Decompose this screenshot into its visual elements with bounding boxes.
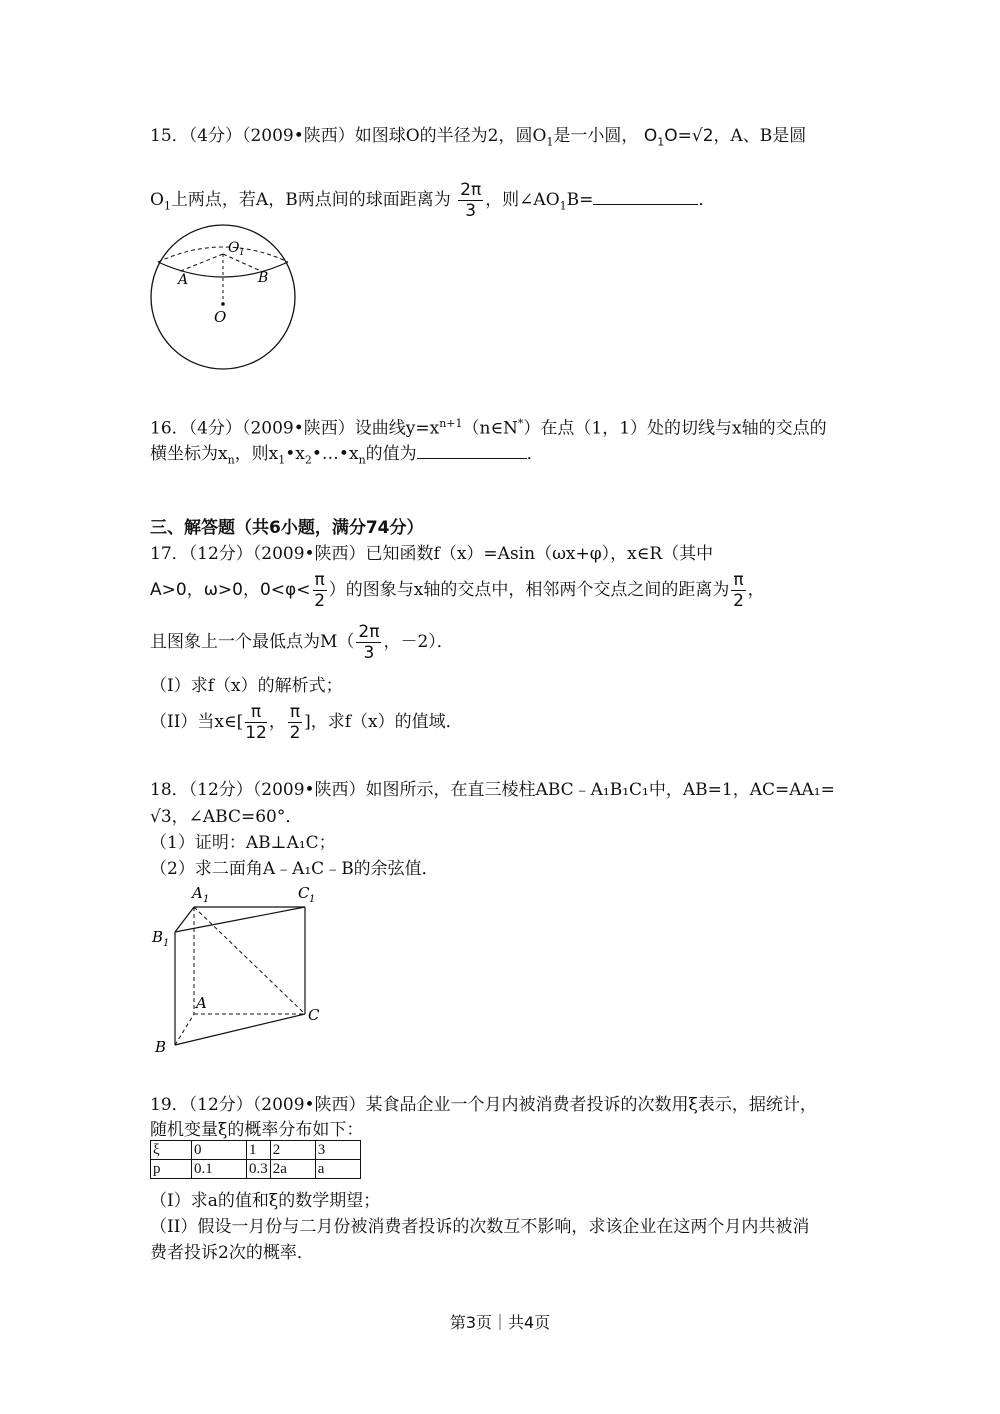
prism-figure bbox=[150, 880, 330, 1060]
sphere-figure bbox=[148, 222, 308, 372]
svg-text:1: 1 bbox=[163, 938, 170, 949]
label-a1: A bbox=[192, 884, 203, 902]
label-b: B bbox=[155, 1038, 167, 1056]
label-c: C bbox=[308, 1006, 320, 1024]
answer-blank bbox=[593, 186, 698, 205]
label-b1: B bbox=[152, 928, 164, 946]
q17-part1: （I）求f（x）的解析式； bbox=[150, 676, 343, 696]
svg-text:1: 1 bbox=[309, 894, 316, 905]
q19-line2: 随机变量ξ的概率分布如下： bbox=[150, 1120, 364, 1140]
q17-part2: （II）当x∈[ $\frac{\pi}{12}$ ， $\frac{\pi}{2}$ ]，求f（x）的值域． bbox=[150, 702, 463, 743]
q18-part2: （2）求二面角A﹣A₁C﹣B的余弦值． bbox=[150, 859, 439, 879]
o1-a-line bbox=[178, 254, 223, 272]
table-cell: 2 bbox=[270, 1141, 315, 1160]
table-cell: 0.1 bbox=[192, 1160, 247, 1179]
q19-part2: （II）假设一月份与二月份被消费者投诉的次数互不影响，求该企业在这两个月内共被消 bbox=[150, 1217, 810, 1237]
center-o-dot bbox=[221, 302, 225, 306]
label-b: B bbox=[258, 270, 269, 286]
edge-a1b1 bbox=[175, 907, 194, 932]
q17-line2: A>0，ω>0，0<φ< $\frac{\pi}{2}$ ）的图象与x轴的交点中，相邻两个交点之间的距离为 $\frac{\pi}{2}$ ， bbox=[150, 570, 765, 611]
q19-part3: 费者投诉2次的概率． bbox=[150, 1243, 314, 1263]
q17-line1: 17．（12分）（2009•陕西）已知函数f（x）=Asin（ωx+φ），x∈R（其中 bbox=[150, 544, 714, 564]
table-cell: 2a bbox=[270, 1160, 315, 1179]
table-cell: a bbox=[315, 1160, 360, 1179]
q15-oo1: $O_1O=√2$ bbox=[643, 126, 714, 149]
q15-line2: $O_1$上两点，若A，B两点间的球面距离为 $\frac{2\pi}{3}$ ，则$\angle AO_1B=$ ． bbox=[150, 180, 716, 221]
q17-line3: 且图象上一个最低点为M（ $\frac{2\pi}{3}$ ，－2）． bbox=[150, 622, 454, 663]
edge-bc bbox=[175, 1014, 305, 1045]
page-footer: 第3页｜共4页 bbox=[449, 1313, 551, 1332]
diag-a1c bbox=[194, 907, 305, 1014]
q18-part1: （1）证明：AB⊥A₁C； bbox=[150, 833, 336, 853]
table-cell: 3 bbox=[315, 1141, 360, 1160]
q19-line1: 19．（12分）（2009•陕西）某食品企业一个月内被消费者投诉的次数用ξ表示，据统计， bbox=[150, 1095, 817, 1115]
table-row bbox=[151, 1141, 361, 1160]
label-c1: C bbox=[298, 884, 310, 902]
q16-line2: 横坐标为$x_n$，则$x_1•x_2•\dots•x_n$的值为 ． bbox=[150, 440, 840, 472]
q15-line1: 15．（4分）（2009•陕西）如图球O的半径为2，圆$O_1$是一小圆， $O_1O=√2$，A、B是圆 bbox=[150, 126, 807, 149]
q18-line1: 18．（12分）（2009•陕西）如图所示，在直三棱柱ABC﹣A₁B₁C₁中，AB=1，AC=AA₁= bbox=[150, 780, 835, 800]
label-o: O bbox=[214, 308, 227, 326]
table-row bbox=[151, 1160, 361, 1179]
table-cell: 0 bbox=[192, 1141, 247, 1160]
section-heading: 三、解答题（共6小题，满分74分） bbox=[150, 518, 424, 538]
table-cell: 1 bbox=[247, 1141, 271, 1160]
q18-line2: √3，∠ABC=60°． bbox=[150, 807, 303, 827]
table-cell: 0.3 bbox=[247, 1160, 271, 1179]
q19-part1: （I）求a的值和ξ的数学期望； bbox=[150, 1191, 381, 1211]
label-o1: O bbox=[228, 240, 240, 256]
edge-ab bbox=[175, 1014, 194, 1045]
probability-table bbox=[150, 1140, 361, 1179]
label-a: A bbox=[178, 272, 189, 288]
fraction-2pi-3: $\frac{2\pi}{3}$ bbox=[460, 180, 482, 221]
svg-text:1: 1 bbox=[203, 894, 210, 905]
answer-blank bbox=[417, 440, 527, 459]
label-o1-sub: 1 bbox=[239, 248, 245, 258]
q16-line1: 16．（4分）（2009•陕西）设曲线$y=x^{n+1}(n\in N^*)$在点（1，1）处的切线与x轴的交点的 bbox=[150, 417, 827, 439]
label-a: A bbox=[196, 994, 207, 1012]
table-cell: ξ bbox=[151, 1141, 192, 1160]
table-cell: p bbox=[151, 1160, 192, 1179]
